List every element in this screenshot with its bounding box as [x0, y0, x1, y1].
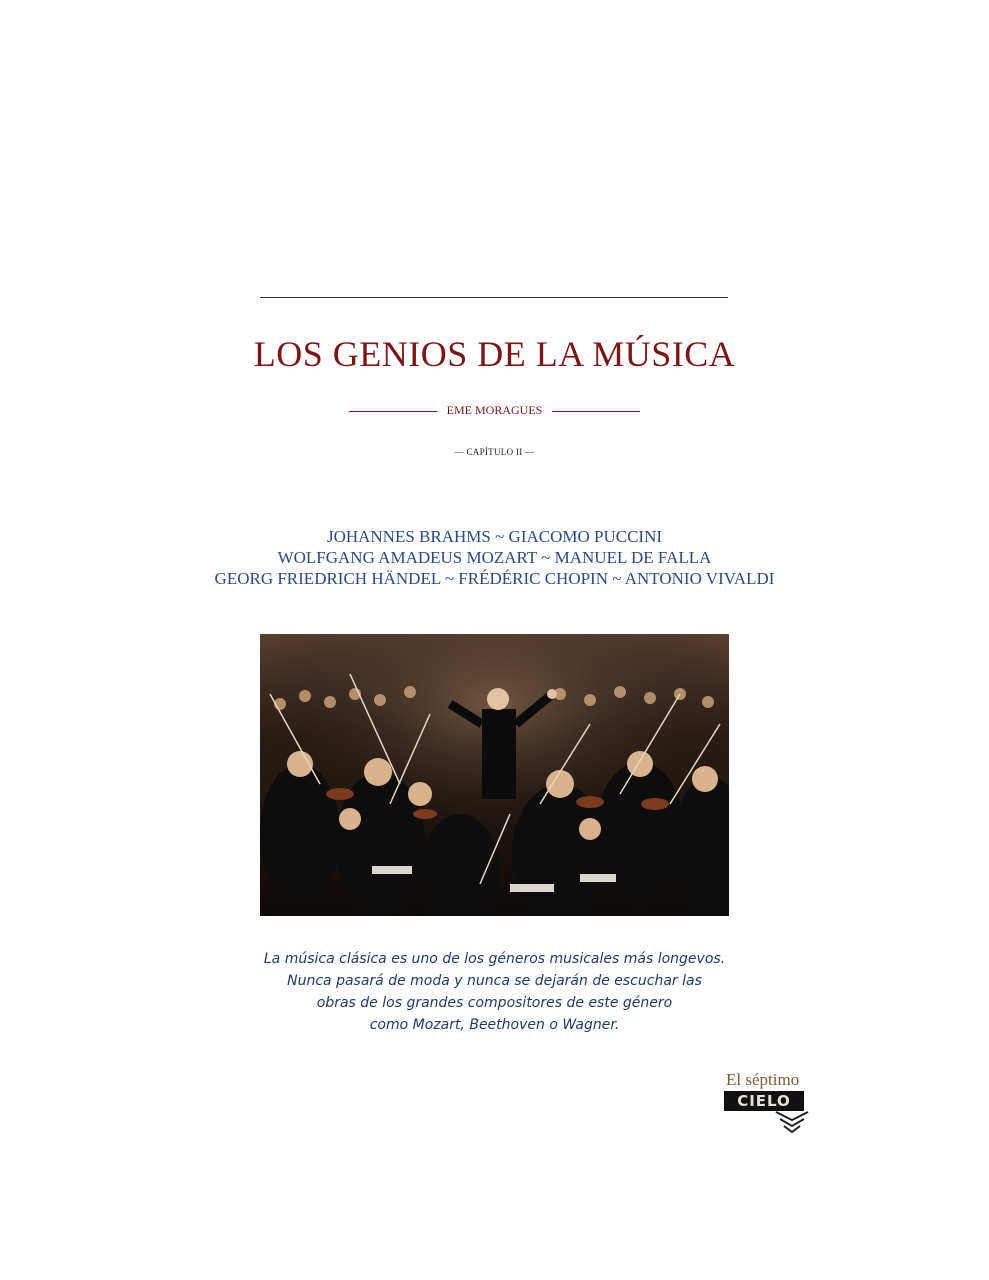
caption-line: La música clásica es uno de los géneros musicales más longevos.: [263, 951, 726, 967]
chevron-down-icon: [774, 1110, 810, 1134]
publisher-logo: [720, 1070, 812, 1136]
caption-text: [0, 948, 989, 1036]
author-left-rule: [349, 411, 437, 412]
caption-line: obras de los grandes compositores de este género: [316, 995, 673, 1011]
logo-text-box: CIELO: [724, 1091, 804, 1111]
document-title: LOS GENIOS DE LA MÚSICA: [253, 334, 736, 374]
composer-line: WOLFGANG AMADEUS MOZART ~ MANUEL DE FALLA: [277, 548, 712, 567]
logo-text-top: El séptimo: [726, 1070, 800, 1089]
composer-line: JOHANNES BRAHMS ~ GIACOMO PUCCINI: [326, 527, 663, 546]
author-line: [0, 403, 989, 418]
caption-line: Nunca pasará de moda y nunca se dejarán de escuchar las: [287, 973, 702, 989]
composer-list: [0, 526, 989, 589]
author-right-rule: [552, 411, 640, 412]
top-divider-line: [260, 297, 728, 298]
author-name: EME MORAGUES: [446, 403, 543, 417]
chapter-label: — CAPÍTULO II —: [454, 447, 535, 457]
caption-line: como Mozart, Beethoven o Wagner.: [369, 1017, 620, 1033]
composer-line: GEORG FRIEDRICH HÄNDEL ~ FRÉDÉRIC CHOPIN ~ ANTONIO VIVALDI: [214, 569, 775, 588]
orchestra-photo: [260, 634, 729, 916]
